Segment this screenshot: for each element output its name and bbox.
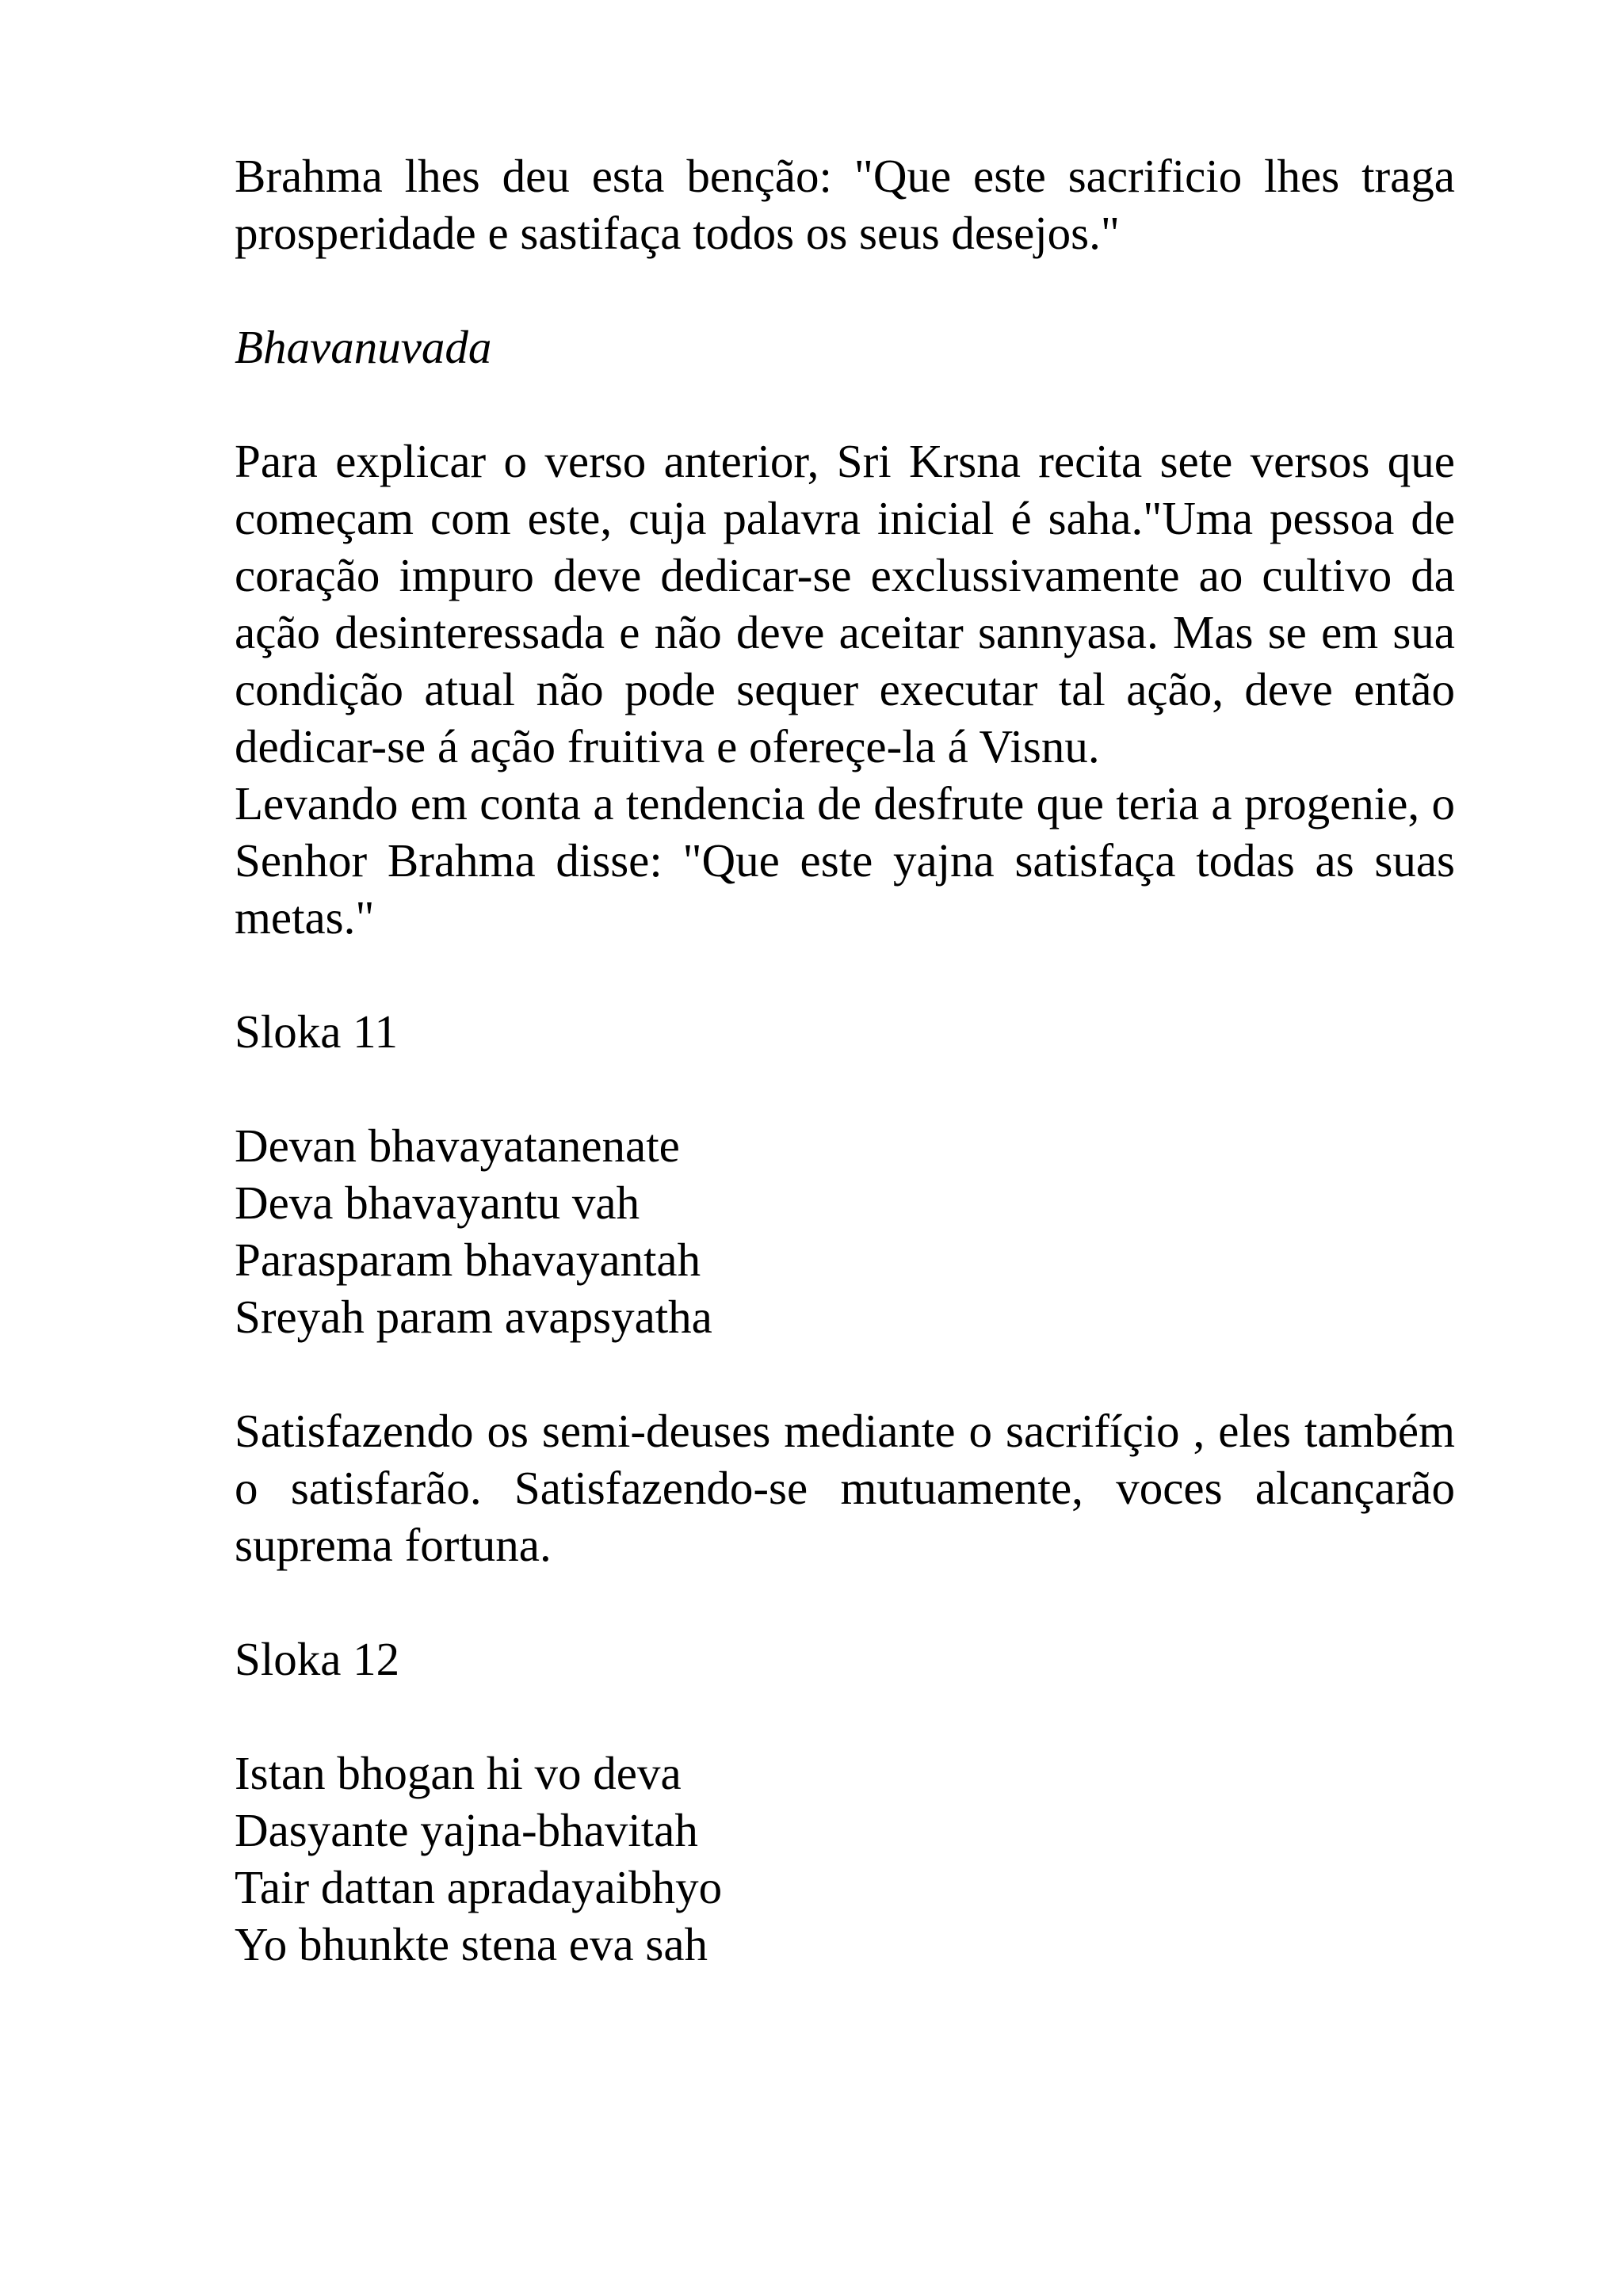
sloka-12-verse [235,1745,1455,1973]
verse-line: Istan bhogan hi vo deva [235,1747,682,1799]
verse-line: Devan bhavayatanenate [235,1119,680,1172]
spacer [235,1688,1455,1745]
verse-line: Deva bhavayantu vah [235,1177,640,1229]
blessing-paragraph: Brahma lhes deu esta benção: "Que este sacrificio lhes traga prosperidade e sastifaça todos os seus desejos." [235,150,1455,259]
spacer [235,376,1455,433]
commentary-paragraph-2: Levando em conta a tendencia de desfrute que teria a progenie, o Senhor Brahma disse: "Que este yajna satisfaça todas as suas metas." [235,777,1455,944]
verse-line: Dasyante yajna-bhavitah [235,1804,698,1856]
spacer [235,261,1455,318]
verse-line: Yo bhunkte stena eva sah [235,1918,708,1970]
spacer [235,1573,1455,1630]
spacer [235,1345,1455,1402]
sloka-12-heading: Sloka 12 [235,1633,400,1685]
sloka-11-heading: Sloka 11 [235,1005,398,1058]
sloka-11-translation: Satisfazendo os semi-deuses mediante o sacrifíçio , eles também o satisfarão. Satisfazendo-se mutuamente, voces alcançarão suprema fortuna. [235,1405,1455,1571]
verse-line: Sreyah param avapsyatha [235,1291,712,1343]
verse-line: Tair dattan apradayaibhyo [235,1861,723,1913]
sloka-11-verse [235,1117,1455,1345]
bhavanuvada-heading: Bhavanuvada [235,321,492,373]
commentary-paragraph-1: Para explicar o verso anterior, Sri Krsna recita sete versos que começam com este, cuja palavra inicial é saha."Uma pessoa de coração impuro deve dedicar-se exclussivamente ao cultivo da ação desinteressada e não deve aceitar sannyasa. Mas se em sua condição atual não pode sequer executar tal ação, deve então dedicar-se á ação fruitiva e ofereçe-la á Visnu. [235,435,1455,772]
spacer [235,1060,1455,1117]
verse-line: Parasparam bhavayantah [235,1234,701,1286]
document-page [235,147,1455,1973]
spacer [235,946,1455,1003]
